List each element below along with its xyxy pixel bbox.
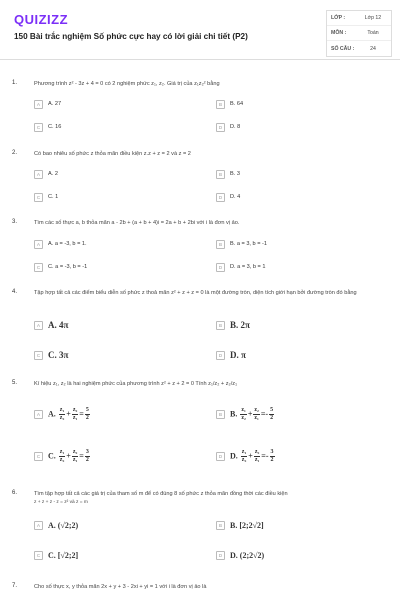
question-number: 1. (12, 80, 18, 86)
option-3b[interactable] (216, 238, 267, 250)
option-6d[interactable] (216, 549, 264, 561)
option-4d[interactable] (216, 349, 246, 361)
option-text: B. $\frac{\text{z₁}}{\text{z₂}}$ + $\frac{\text{z₂}}{\text{z₁}}$ =- $\frac{5}{2}$ (230, 406, 274, 421)
option-letter-box: C (34, 351, 43, 360)
option-letter-box: C (34, 263, 43, 272)
question-text: Tìm các số thực a, b thỏa mãn a - 2b + (a + b + 4)i = 2a + b + 2bi với i là đơn vị ảo. (34, 220, 240, 226)
option-3a[interactable] (34, 238, 87, 250)
option-letter-box: A (34, 170, 43, 179)
question-number: 4. (12, 289, 18, 295)
document-header (0, 0, 400, 60)
option-text: B. a = 3, b = -1 (230, 241, 268, 247)
option-letter-box: A (34, 521, 43, 530)
option-text: D. 8 (230, 124, 241, 130)
option-4c[interactable] (34, 349, 68, 361)
option-text: A. 2 (48, 171, 58, 177)
question-number: 2. (12, 150, 18, 156)
info-value: Toán (367, 30, 379, 36)
option-letter-box: B (216, 100, 225, 109)
option-1c[interactable] (34, 121, 61, 133)
info-row-class (327, 11, 391, 26)
question-number: 6. (12, 490, 18, 496)
option-letter-box: A (34, 321, 43, 330)
option-letter-box: A (34, 100, 43, 109)
question-number: 5. (12, 380, 18, 386)
option-5a[interactable] (34, 404, 91, 424)
option-2b[interactable] (216, 168, 240, 180)
option-4b[interactable] (216, 319, 250, 331)
option-letter-box: B (216, 521, 225, 530)
option-4a[interactable] (34, 319, 68, 331)
option-letter-box: B (216, 410, 225, 419)
option-letter-box: B (216, 321, 225, 330)
info-value: 24 (370, 45, 376, 52)
info-row-count (327, 41, 391, 56)
option-text: B. 64 (230, 101, 244, 107)
option-1a[interactable] (34, 98, 61, 110)
option-6b[interactable] (216, 519, 264, 531)
option-2d[interactable] (216, 191, 240, 203)
question-text: Phương trình z² - 3z + 4 = 0 có 2 nghiệm phức z₁, z₂. Giá trị của z₁z₂² bằng (34, 81, 220, 87)
option-text: A. 27 (48, 101, 62, 107)
option-letter-box: C (34, 551, 43, 560)
option-text: A. (√2;2) (48, 520, 79, 530)
option-letter-box: C (34, 193, 43, 202)
option-5d[interactable] (216, 446, 276, 466)
question-text: Kí hiệu z₁, z₂ là hai nghiệm phức của phương trình z² + z + 2 = 0 Tính z₁/z₂ + z₂/z₁ (34, 381, 237, 387)
question-text-line2: z + z + z - z = z² và z = m (34, 500, 88, 505)
info-label: MÔN : (331, 30, 347, 36)
option-letter-box: D (216, 551, 225, 560)
option-2a[interactable] (34, 168, 58, 180)
option-1d[interactable] (216, 121, 240, 133)
info-row-subject (327, 26, 391, 41)
option-letter-box: B (216, 240, 225, 249)
option-letter-box: D (216, 452, 225, 461)
option-text: D. a = 3, b = 1 (230, 264, 266, 270)
option-text: B. [2;2√2] (230, 520, 264, 530)
question-text: Có bao nhiêu số phức z thỏa mãn điều kiện z.z + z = 2 và z = 2 (34, 151, 191, 157)
info-label: LỚP : (331, 15, 346, 21)
option-text: C. [√2;2] (48, 550, 79, 560)
option-text: B. 2π (230, 320, 250, 330)
option-2c[interactable] (34, 191, 58, 203)
option-letter-box: C (34, 123, 43, 132)
option-letter-box: D (216, 351, 225, 360)
option-text: A. $\frac{\text{z₁}}{\text{z₂}}$ + $\frac{\text{z₂}}{\text{z₁}}$ = $\frac{5}{2}$ (48, 406, 89, 421)
question-text: Tìm tập hợp tất cả các giá trị của tham số m để có đúng 8 số phức z thỏa mãn đồng thời các điều kiện (34, 491, 288, 497)
option-letter-box: D (216, 193, 225, 202)
option-1b[interactable] (216, 98, 243, 110)
option-text: C. 3π (48, 350, 69, 360)
option-letter-box: D (216, 123, 225, 132)
option-3d[interactable] (216, 261, 265, 273)
option-text: C. 1 (48, 194, 59, 200)
info-value: Lớp 12 (364, 15, 382, 21)
question-text: Cho số thực x, y thỏa mãn 2x + y + 3 - 2xi + yi = 1 với i là đơn vị ảo là (34, 584, 207, 590)
info-label: SỐ CÂU : (331, 45, 355, 52)
document-title: 150 Bài trắc nghiệm Số phức cực hay có lời giải chi tiết (P2) (14, 32, 248, 41)
option-letter-box: B (216, 170, 225, 179)
option-text: D. $\frac{\text{z₁}}{\text{z₂}}$ + $\frac{\text{z₂}}{\text{z₁}}$ =- $\frac{3}{2}$ (230, 448, 274, 463)
question-number: 3. (12, 219, 18, 225)
question-number: 7. (12, 583, 18, 589)
option-letter-box: A (34, 240, 43, 249)
option-text: A. 4π (48, 320, 69, 330)
option-letter-box: D (216, 263, 225, 272)
option-text: C. 16 (48, 124, 62, 130)
option-5b[interactable] (216, 404, 275, 424)
question-text: Tập hợp tất cả các điểm biểu diễn số phức z thoả mãn z² + z + z = 0 là một đường tròn, diện tích giới hạn bởi đường tròn đó bằng (34, 290, 357, 296)
option-text: D. π (230, 350, 246, 360)
option-text: C. a = -3, b = -1 (48, 264, 88, 270)
option-text: A. a = -3, b = 1. (48, 241, 87, 247)
option-text: B. 3 (230, 171, 240, 177)
quizizz-logo: QUIZIZZ (14, 12, 69, 27)
option-6c[interactable] (34, 549, 78, 561)
option-text: D. 4 (230, 194, 241, 200)
option-letter-box: A (34, 410, 43, 419)
option-5c[interactable] (34, 446, 91, 466)
option-6a[interactable] (34, 519, 78, 531)
info-table (326, 10, 392, 57)
option-letter-box: C (34, 452, 43, 461)
option-text: C. $\frac{\text{z₁}}{\text{z₂}}$ + $\frac{\text{z₂}}{\text{z₁}}$ = $\frac{3}{2}$ (48, 448, 89, 463)
option-text: D. (2;2√2) (230, 550, 265, 560)
option-3c[interactable] (34, 261, 87, 273)
